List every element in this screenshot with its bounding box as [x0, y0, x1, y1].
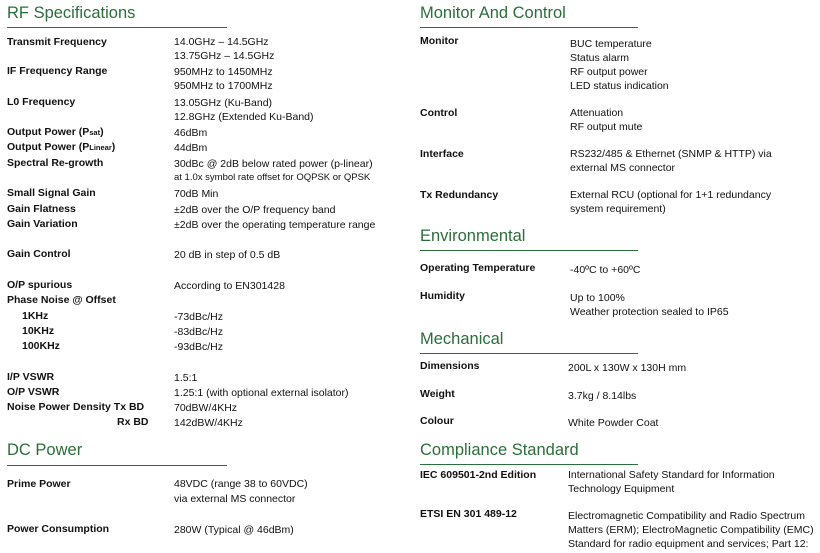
- output-power-psat-suffix: ): [100, 126, 104, 138]
- operating-temperature-value: -40ºC to +60ºC: [570, 264, 641, 276]
- tx-redundancy-line: External RCU (optional for 1+1 redundancy: [570, 189, 772, 201]
- noise-power-density-tx-value: 70dBW/4KHz: [174, 402, 238, 414]
- transmit-frequency-line: 13.75GHz – 14.5GHz: [174, 50, 275, 62]
- humidity-value: [570, 291, 729, 319]
- tx-redundancy-value: [570, 188, 771, 216]
- transmit-frequency-line: 14.0GHz – 14.5GHz: [174, 36, 269, 48]
- op-vswr-label: O/P VSWR: [7, 386, 60, 398]
- lo-frequency-line: 13.05GHz (Ku-Band): [174, 97, 273, 109]
- output-power-plinear-value: 44dBm: [174, 142, 208, 154]
- output-power-plinear-label: [7, 140, 115, 155]
- output-power-psat-text: Output Power (P: [7, 126, 90, 138]
- operating-temperature-label: Operating Temperature: [420, 262, 536, 274]
- output-power-psat-subscript: sat: [89, 128, 101, 137]
- iec-line: International Safety Standard for Information: [568, 469, 775, 481]
- phase-noise-10khz-label: 10KHz: [22, 325, 55, 337]
- lo-frequency-label: L0 Frequency: [7, 96, 76, 108]
- spectral-regrowth-line: 30dBc @ 2dB below rated power (p-linear): [174, 158, 373, 170]
- transmit-frequency-label: Transmit Frequency: [7, 36, 107, 48]
- compliance-heading-rule: [420, 464, 638, 465]
- etsi-line: Standard for radio equipment and services; Part 12:: [568, 538, 809, 550]
- humidity-line: Weather protection sealed to IP65: [570, 306, 729, 318]
- prime-power-line: 48VDC (range 38 to 60VDC): [174, 478, 308, 490]
- if-frequency-range-line: 950MHz to 1450MHz: [174, 66, 273, 78]
- mechanical-heading: Mechanical: [420, 330, 504, 348]
- monitor-and-control-heading: Monitor And Control: [420, 4, 566, 22]
- phase-noise-label: Phase Noise @ Offset: [7, 294, 116, 306]
- humidity-label: Humidity: [420, 290, 465, 302]
- lo-frequency-line: 12.8GHz (Extended Ku-Band): [174, 111, 314, 123]
- spectral-regrowth-value: [174, 157, 373, 185]
- spectral-regrowth-line: at 1.0x symbol rate offset for OQPSK or QPSK: [174, 172, 371, 183]
- power-consumption-value: 280W (Typical @ 46dBm): [174, 524, 294, 536]
- interface-line: RS232/485 & Ethernet (SNMP & HTTP) via: [570, 148, 772, 160]
- interface-line: external MS connector: [570, 162, 676, 174]
- monitor-line: LED status indication: [570, 80, 669, 92]
- control-line: Attenuation: [570, 107, 624, 119]
- prime-power-line: via external MS connector: [174, 493, 296, 505]
- prime-power-label: Prime Power: [7, 478, 71, 490]
- output-power-plinear-subscript: Linear: [89, 143, 112, 152]
- phase-noise-1khz-label: 1KHz: [22, 310, 49, 322]
- monitor-label: Monitor: [420, 35, 459, 47]
- interface-value: [570, 147, 772, 175]
- dc-power-heading: DC Power: [7, 441, 83, 459]
- ip-vswr-label: I/P VSWR: [7, 371, 55, 383]
- noise-power-density-rx-value: 142dBW/4KHz: [174, 417, 243, 429]
- phase-noise-1khz-value: -73dBc/Hz: [174, 311, 224, 323]
- monitor-heading-rule: [420, 27, 638, 28]
- gain-flatness-label: Gain Flatness: [7, 203, 76, 215]
- prime-power-value: [174, 477, 308, 507]
- dimensions-label: Dimensions: [420, 360, 480, 372]
- etsi-value: [568, 509, 814, 551]
- environmental-heading: Environmental: [420, 227, 526, 245]
- weight-label: Weight: [420, 388, 455, 400]
- gain-variation-value: ±2dB over the operating temperature range: [174, 219, 376, 231]
- control-line: RF output mute: [570, 121, 643, 133]
- colour-value: White Powder Coat: [568, 417, 659, 429]
- compliance-standard-heading: Compliance Standard: [420, 441, 579, 459]
- humidity-line: Up to 100%: [570, 292, 625, 304]
- gain-flatness-value: ±2dB over the O/P frequency band: [174, 204, 336, 216]
- environmental-heading-rule: [420, 250, 638, 251]
- monitor-value: [570, 37, 669, 93]
- spectral-regrowth-label: Spectral Re-growth: [7, 157, 104, 169]
- monitor-line: Status alarm: [570, 52, 629, 64]
- interface-label: Interface: [420, 148, 464, 160]
- op-vswr-value: 1.25:1 (with optional external isolator): [174, 387, 349, 399]
- weight-value: 3.7kg / 8.14lbs: [568, 390, 637, 402]
- monitor-line: BUC temperature: [570, 38, 652, 50]
- etsi-line: Electromagnetic Compatibility and Radio Spectrum: [568, 510, 805, 522]
- noise-power-density-tx-label: Noise Power Density Tx BD: [7, 401, 145, 413]
- monitor-line: RF output power: [570, 66, 648, 78]
- control-value: [570, 106, 642, 134]
- phase-noise-100khz-value: -93dBc/Hz: [174, 341, 224, 353]
- iec-label: IEC 609501-2nd Edition: [420, 469, 537, 481]
- small-signal-gain-label: Small Signal Gain: [7, 187, 96, 199]
- tx-redundancy-label: Tx Redundancy: [420, 189, 499, 201]
- output-power-psat-value: 46dBm: [174, 127, 208, 139]
- power-consumption-label: Power Consumption: [7, 523, 110, 535]
- phase-noise-10khz-value: -83dBc/Hz: [174, 326, 224, 338]
- if-frequency-range-label: IF Frequency Range: [7, 65, 108, 77]
- rf-specifications-heading: RF Specifications: [7, 4, 136, 22]
- op-spurious-label: O/P spurious: [7, 279, 73, 291]
- small-signal-gain-value: 70dB Min: [174, 188, 219, 200]
- etsi-line: Matters (ERM); ElectroMagnetic Compatibility (EMC): [568, 524, 814, 536]
- if-frequency-range-value: [174, 65, 273, 93]
- transmit-frequency-value: [174, 35, 274, 63]
- output-power-plinear-suffix: ): [111, 141, 116, 153]
- output-power-plinear-text: Output Power (P: [7, 141, 90, 153]
- phase-noise-100khz-label: 100KHz: [22, 340, 60, 352]
- op-spurious-value: According to EN301428: [174, 280, 285, 292]
- control-label: Control: [420, 107, 458, 119]
- dc-heading-rule: [7, 465, 227, 466]
- gain-variation-label: Gain Variation: [7, 218, 78, 230]
- etsi-label: ETSI EN 301 489-12: [420, 508, 517, 520]
- dimensions-value: 200L x 130W x 130H mm: [568, 362, 687, 374]
- gain-control-label: Gain Control: [7, 248, 71, 260]
- iec-line: Technology Equipment: [568, 483, 675, 495]
- mechanical-heading-rule: [420, 353, 638, 354]
- gain-control-value: 20 dB in step of 0.5 dB: [174, 249, 281, 261]
- rf-heading-rule: [7, 27, 227, 28]
- tx-redundancy-line: system requirement): [570, 203, 666, 215]
- if-frequency-range-line: 950MHz to 1700MHz: [174, 80, 273, 92]
- colour-label: Colour: [420, 415, 454, 427]
- output-power-psat-label: [7, 125, 104, 140]
- iec-value: [568, 468, 775, 496]
- lo-frequency-value: [174, 96, 314, 124]
- ip-vswr-value: 1.5:1: [174, 372, 198, 384]
- noise-power-density-rx-label: Rx BD: [117, 416, 149, 428]
